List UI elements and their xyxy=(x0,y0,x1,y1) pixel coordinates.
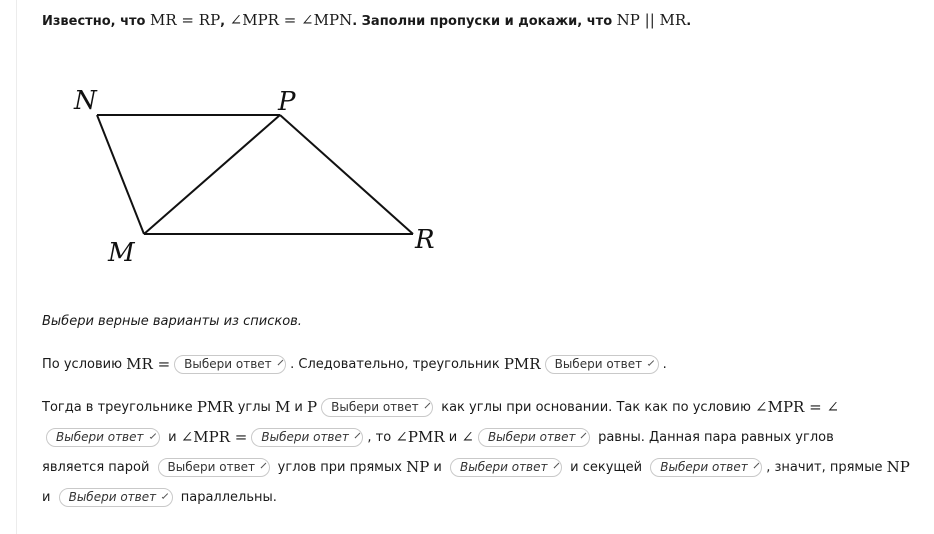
answer-line-5 xyxy=(42,486,277,508)
task-text-4: . xyxy=(686,14,692,29)
dropdown-3[interactable] xyxy=(321,398,433,417)
chevron-down-icon xyxy=(753,462,759,468)
chevron-down-icon xyxy=(355,432,361,438)
line4-text-4: и секущей xyxy=(566,459,647,475)
answer-line-1 xyxy=(42,353,667,375)
chevron-down-icon xyxy=(277,359,283,365)
dropdown-2[interactable] xyxy=(545,355,659,374)
line2-math-3: P xyxy=(307,398,318,416)
line4-text-2: углов при прямых xyxy=(273,459,407,475)
line4-math-1: NP xyxy=(406,458,430,476)
line1-text-3: . xyxy=(662,356,667,372)
dropdown-9[interactable] xyxy=(650,458,762,477)
chevron-down-icon xyxy=(581,432,587,438)
task-text-3: . Заполни пропуски и докажи, что xyxy=(352,14,617,29)
hint-text: Выбери верные варианты из списков. xyxy=(42,314,302,329)
dropdown-1-value: Выбери ответ xyxy=(184,357,272,371)
chevron-down-icon xyxy=(648,359,654,365)
line3-text-3: и xyxy=(444,429,462,445)
line1-text-1: По условию xyxy=(42,356,127,372)
label-m: M xyxy=(108,238,135,268)
line4-text-5: , значит, прямые xyxy=(766,459,887,475)
dropdown-6-value: Выбери ответ xyxy=(487,430,576,444)
line1-text-2: . Следовательно, треугольник xyxy=(290,356,504,372)
chevron-down-icon xyxy=(553,462,559,468)
dropdown-4[interactable] xyxy=(46,428,160,447)
label-r: R xyxy=(415,225,435,255)
dropdown-5-value: Выбери ответ xyxy=(261,430,349,444)
dropdown-7-value: Выбери ответ xyxy=(167,460,256,474)
dropdown-9-value: Выбери ответ xyxy=(660,460,748,474)
line2-text-1: Тогда в треугольнике xyxy=(42,399,197,415)
dropdown-4-value: Выбери ответ xyxy=(56,430,144,444)
content-left-border xyxy=(16,0,17,534)
label-p: P xyxy=(278,87,296,117)
line4-text-3: и xyxy=(429,459,446,475)
segment-pr xyxy=(280,115,413,234)
line3-text-1: и xyxy=(164,429,181,445)
dropdown-8-value: Выбери ответ xyxy=(460,460,548,474)
line1-math-1: MR = xyxy=(126,355,171,373)
line2-math-1: PMR xyxy=(196,398,234,416)
dropdown-2-value: Выбери ответ xyxy=(554,357,643,371)
line3-text-4: равны. Данная пара равных углов xyxy=(593,429,834,445)
answer-line-3 xyxy=(42,426,834,448)
line4-text-1: является парой xyxy=(42,459,154,475)
line2-text-2: углы xyxy=(233,399,275,415)
task-text-2: , xyxy=(220,14,230,29)
segment-nm xyxy=(97,115,144,234)
answer-line-4 xyxy=(42,456,910,478)
chevron-down-icon xyxy=(149,432,155,438)
line3-text-2: , то xyxy=(367,429,396,445)
dropdown-7[interactable] xyxy=(158,458,270,477)
task-statement xyxy=(42,11,691,29)
line2-text-4: как углы при основании. Так как по условию xyxy=(437,399,756,415)
line4-math-2: NP xyxy=(886,458,910,476)
label-n: N xyxy=(74,86,97,116)
dropdown-5[interactable] xyxy=(251,428,363,447)
chevron-down-icon xyxy=(261,462,267,468)
task-text-1: Известно, что xyxy=(42,14,151,29)
dropdown-3-value: Выбери ответ xyxy=(331,400,419,414)
geometry-figure xyxy=(60,78,460,274)
line2-math-4: ∠MPR = ∠ xyxy=(755,398,840,416)
dropdown-10-value: Выбери ответ xyxy=(68,490,157,504)
dropdown-1[interactable] xyxy=(174,355,286,374)
line5-text-2: параллельны. xyxy=(176,489,277,505)
line3-math-2: ∠PMR xyxy=(395,428,445,446)
line2-text-3: и xyxy=(290,399,308,415)
task-math-1: MR = RP xyxy=(150,11,221,29)
line2-math-2: M xyxy=(274,398,291,416)
segment-mp xyxy=(144,115,280,234)
dropdown-6[interactable] xyxy=(478,428,590,447)
line3-math-1: ∠MPR = xyxy=(180,428,248,446)
task-math-3: NP || MR xyxy=(616,11,687,29)
chevron-down-icon xyxy=(162,492,168,498)
line3-math-3: ∠ xyxy=(461,428,474,446)
chevron-down-icon xyxy=(424,402,430,408)
answer-line-2 xyxy=(42,396,839,418)
dropdown-10[interactable] xyxy=(59,488,173,507)
line1-math-2: PMR xyxy=(503,355,541,373)
line5-text-1: и xyxy=(42,489,55,505)
task-math-2: ∠MPR = ∠MPN xyxy=(229,11,353,29)
dropdown-8[interactable] xyxy=(450,458,562,477)
